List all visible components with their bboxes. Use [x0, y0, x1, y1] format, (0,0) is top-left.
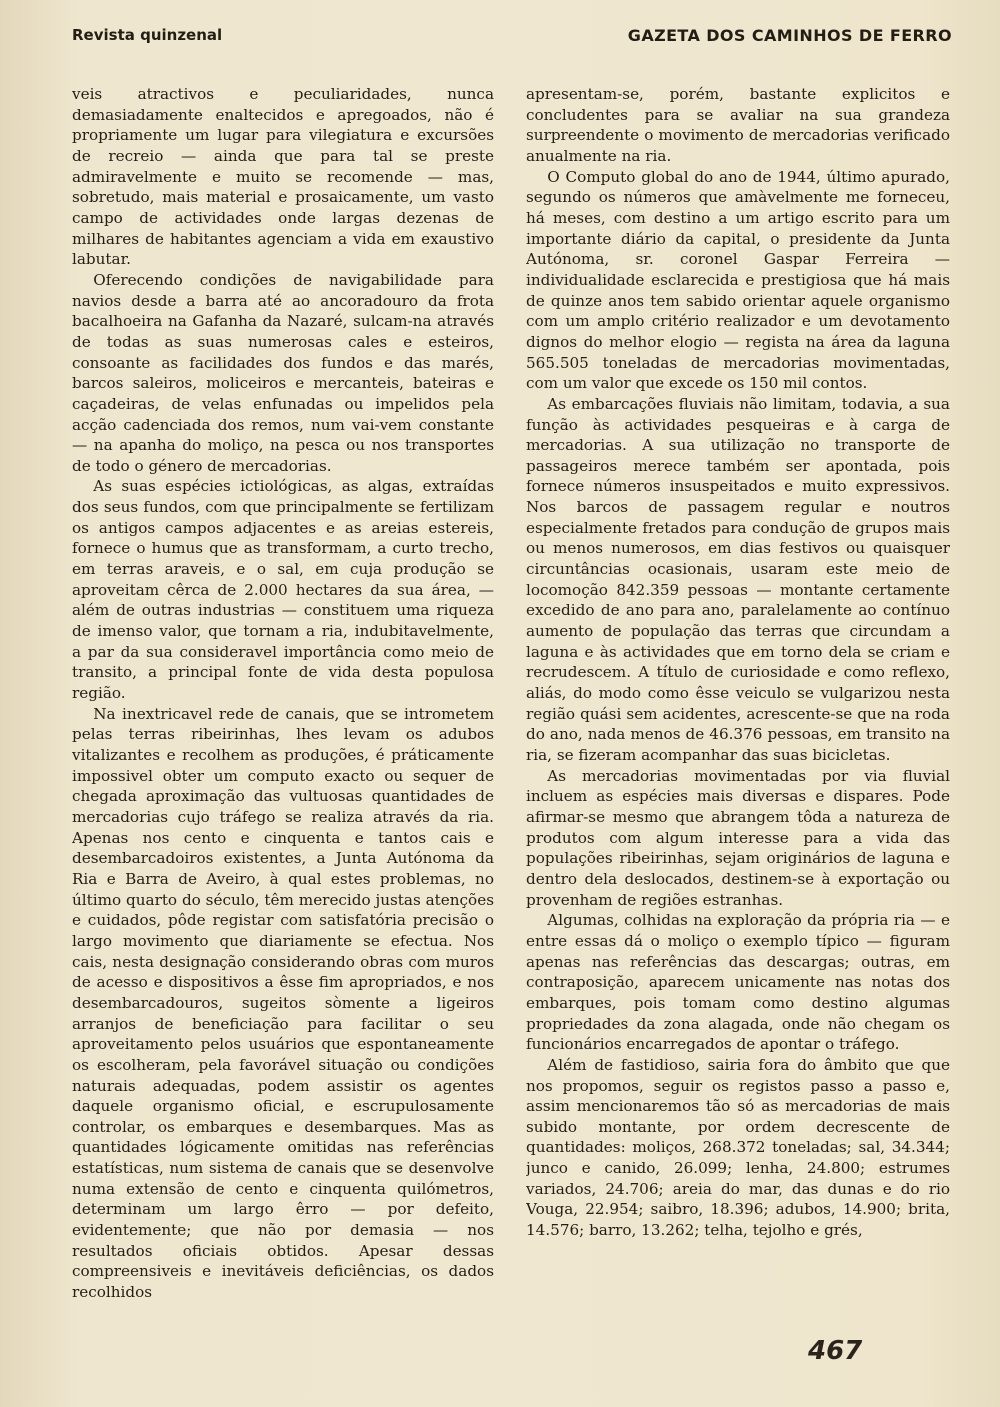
- paragraph: O Computo global do ano de 1944, último apurado, segundo os números que amàvelmente me forneceu, há meses, com destino a um artigo escrito para um importante diário da capital, o presidente da Junta Autónoma, sr. coronel Gaspar Ferreira — individualidade esclarecida e prestigiosa que há mais de quinze anos tem sabido orientar aquele organismo com um amplo critério realizador e um devotamento dignos do melhor elogio — regista na área da laguna 565.505 toneladas de mercadorias movimentadas, com um valor que excede os 150 mil contos.: [526, 167, 950, 393]
- paragraph: Além de fastidioso, sairia fora do âmbito que que nos propomos, seguir os registos passo a passo e, assim mencionaremos tão só as mercadorias de mais subido montante, por ordem decrescente de quantidades: moliços, 268.372 toneladas; sal, 34.344; junco e canido, 26.099; lenha, 24.800; estrumes variados, 24.706; areia do mar, das dunas e do rio Vouga, 22.954; saibro, 18.396; adubos, 14.900; brita, 14.576; barro, 13.262; telha, tejolho e grés,: [526, 1055, 950, 1240]
- paragraph: As embarcações fluviais não limitam, todavia, a sua função às actividades pesqueiras e à carga de mercadorias. A sua utilização no transporte de passageiros merece também ser apontada, pois fornece números insuspeitados e muito expressivos. Nos barcos de passagem regular e noutros especialmente fretados para condução de grupos mais ou menos numerosos, em dias festivos ou quaisquer circuntâncias ocasionais, usaram este meio de locomoção 842.359 pessoas — montante certamente excedido de ano para ano, paralelamente ao contínuo aumento de população das terras que circundam a laguna e às actividades que em torno dela se criam e recrudescem. A título de curiosidade e como reflexo, aliás, do modo como êsse veiculo se vulgarizou nesta região quási sem acidentes, acrescente-se que na roda do ano, nada menos de 46.376 pessoas, em transito na ria, se fizeram acompanhar das suas bicicletas.: [526, 394, 950, 764]
- paragraph: As suas espécies ictiológicas, as algas, extraídas dos seus fundos, com que principalmente se fertilizam os antigos campos adjacentes e as areias estereis, fornece o humus que as transformam, a curto trecho, em terras araveis, e o sal, em cuja produção se aproveitam cêrca de 2.000 hectares da sua área, — além de outras industrias — constituem uma riqueza de imenso valor, que tornam a ria, indubitavelmente, a par da sua consideravel importância como meio de transito, a principal fonte de vida desta populosa região.: [72, 477, 494, 703]
- paragraph: apresentam-se, porém, bastante explicitos e concludentes para se avaliar na sua grandeza surpreendente o movimento de mercadorias verificado anualmente na ria.: [526, 85, 950, 165]
- header-right-title: GAZETA DOS CAMINHOS DE FERRO: [627, 26, 952, 45]
- page-number: 467: [808, 1336, 863, 1366]
- paragraph: Na inextricavel rede de canais, que se intrometem pelas terras ribeirinhas, lhes levam os adubos vitalizantes e recolhem as produções, é práticamente impossivel obter um computo exacto ou sequer de chegada aproximação das vultuosas quantidades de mercadorias cujo tráfego se realiza através da ria. Apenas nos cento e cinquenta e tantos cais e desembarcadoiros existentes, a Junta Autónoma da Ria e Barra de Aveiro, à qual estes problemas, no último quarto do século, têm merecido justas atenções e cuidados, pôde registar com satisfatória precisão o largo movimento que diariamente se efectua. Nos cais, nesta designação considerando obras com muros de acesso e dispositivos a êsse fim apropriados, e nos desembarcadouros, sugeitos sòmente a ligeiros arranjos de beneficiação para facilitar o seu aproveitamento pelos usuários que espontaneamente os escolheram, pela favorável situação ou condições naturais adequadas, podem assistir os agentes daquele organismo oficial, e escrupulosamente controlar, os embarques e desembarques. Mas as quantidades lógicamente omitidas nas referências estatísticas, num sistema de canais que se desenvolve numa extensão de cento e cinquenta quilómetros, determinam um largo êrro — por defeito, evidentemente; que não por demasia — nos resultados oficiais obtidos. Apesar dessas compreensiveis e inevitáveis deficiências, os dados recolhidos: [72, 704, 494, 1302]
- paragraph: veis atractivos e peculiaridades, nunca demasiadamente enaltecidos e apregoados, não é propriamente um lugar para vilegiatura e excursões de recreio — ainda que para tal se preste admiravelmente e muito se recomende — mas, sobretudo, mais material e prosaicamente, um vasto campo de actividades onde largas dezenas de milhares de habitantes agenciam a vida em exaustivo labutar.: [72, 85, 494, 269]
- header-left-title: Revista quinzenal: [72, 26, 223, 44]
- paragraph: Oferecendo condições de navigabilidade para navios desde a barra até ao ancoradouro da frota bacalhoeira na Gafanha da Nazaré, sulcam-na através de todas as suas numerosas cales e esteiros, consoante as facilidades dos fundos e das marés, barcos saleiros, moliceiros e mercanteis, bateiras e caçadeiras, de velas enfunadas ou impelidos pela acção cadenciada dos remos, num vai-vem constante — na apanha do moliço, na pesca ou nos transportes de todo o género de mercadorias.: [72, 270, 494, 475]
- right-column: [526, 84, 950, 1324]
- paragraph: Algumas, colhidas na exploração da própria ria — e entre essas dá o moliço o exemplo típico — figuram apenas nas referências das descargas; outras, em contraposição, aparecem unicamente nas notas dos embarques, pois tomam como destino algumas propriedades da zona alagada, onde não chegam os funcionários encarregados de apontar o tráfego.: [526, 911, 950, 1054]
- running-header: [72, 26, 952, 48]
- paragraph: As mercadorias movimentadas por via fluvial incluem as espécies mais diversas e dispares. Pode afirmar-se mesmo que abrangem tôda a natureza de produtos com algum interesse para a vida das populações ribeirinhas, sejam originários de laguna e dentro dela deslocados, destinem-se à exportação ou provenham de regiões estranhas.: [526, 766, 950, 909]
- left-column: [72, 84, 494, 1324]
